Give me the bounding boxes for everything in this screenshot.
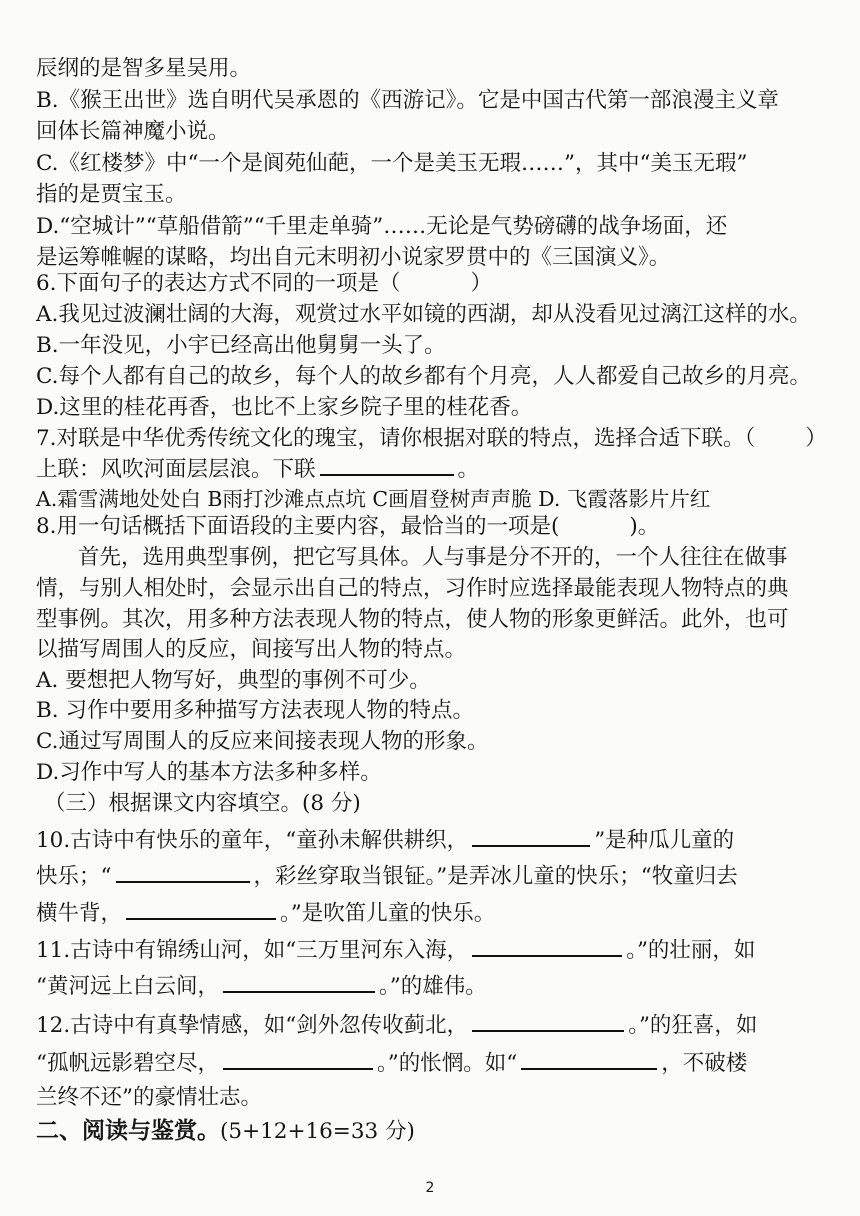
question-10-text: 横牛背，: [36, 901, 123, 926]
question-12-text: 。”的狂喜，如: [628, 1013, 758, 1038]
question-6: [36, 269, 830, 299]
answer-blank[interactable]: [126, 898, 276, 920]
question-6-option-d: D.这里的桂花再香，也比不上家乡院子里的桂花香。: [36, 395, 533, 420]
question-7-options: A.霜雪满地处处白 B雨打沙滩点点坑 C画眉登树声声脆 D. 飞霞落影片片红: [36, 487, 711, 511]
question-11-text: “黄河远上白云间，: [36, 974, 219, 999]
answer-blank[interactable]: [472, 1010, 624, 1032]
question-8-option-b: B. 习作中要用多种描写方法表现人物的特点。: [36, 698, 474, 723]
question-8: [36, 512, 830, 542]
question-11-text: 。”的壮丽，如: [626, 938, 756, 963]
section-3-heading: （三）根据课文内容填空。(8 分): [44, 791, 361, 816]
question-11: [36, 971, 830, 1002]
question-8-option-d: D.习作中写人的基本方法多种多样。: [36, 760, 382, 785]
answer-blank[interactable]: [472, 935, 622, 957]
passage-line: 以描写周围人的反应，间接写出人物的特点。: [36, 637, 467, 662]
answer-blank[interactable]: [116, 861, 250, 883]
question-12: 兰终不还”的豪情壮志。: [36, 1085, 262, 1110]
question-10-text: ，彩丝穿取当银钲。”是弄冰儿童的快乐；“牧童归去: [253, 864, 738, 889]
question-6-option-a: A.我见过波澜壮阔的大海，观赏过水平如镜的西湖，却从没看见过漓江这样的水。: [36, 302, 811, 327]
question-12-text: 12.古诗中有真挚情感，如“剑外忽传收蓟北，: [36, 1013, 469, 1038]
question-6-option-b: B.一年没见，小宇已经高出他舅舅一头了。: [36, 333, 446, 358]
question-7: [36, 424, 830, 454]
section-2-score: (5+12+16=33 分): [220, 1119, 415, 1144]
text-line: 辰纲的是智多星吴用。: [36, 56, 252, 81]
option-c: C.《红楼梦》中“一个是阆苑仙葩，一个是美玉无瑕……”，其中“美玉无瑕”: [36, 151, 748, 176]
passage-line: 情，与别人相处时，会显示出自己的特点，习作时应选择最能表现人物特点的典: [36, 576, 789, 601]
question-10-text: 快乐；“: [36, 864, 112, 889]
option-b: B.《猴王出世》选自明代吴承恩的《西游记》。它是中国古代第一部浪漫主义章: [36, 88, 779, 113]
page-number: 2: [425, 1180, 435, 1196]
section-2-heading: [36, 1116, 830, 1147]
question-11: [36, 935, 830, 966]
question-11-text: 。”的雄伟。: [379, 974, 487, 999]
answer-blank[interactable]: [320, 454, 454, 476]
question-10-text: 。”是吹笛儿童的快乐。: [280, 901, 496, 926]
answer-blank[interactable]: [472, 825, 590, 847]
question-10: [36, 861, 830, 892]
text-line: 回体长篇神魔小说。: [36, 119, 230, 144]
passage-line: 首先，选用典型事例，把它写具体。人与事是分不开的，一个人往往在做事: [78, 545, 788, 570]
question-8-paren: )。: [629, 514, 660, 539]
question-10: [36, 825, 830, 856]
question-7-text: 7.对联是中华优秀传统文化的瑰宝，请你根据对联的特点，选择合适下联。（: [36, 426, 756, 451]
question-12-text: 。”的怅惘。如“: [377, 1051, 518, 1076]
question-11-text: 11.古诗中有锦绣山河，如“三万里河东入海，: [36, 938, 469, 963]
question-12: [36, 1010, 830, 1041]
question-8-option-c: C.通过写周围人的反应来间接表现人物的形象。: [36, 729, 489, 754]
question-8-option-a: A. 要想把人物写好，典型的事例不可少。: [36, 668, 431, 693]
passage-line: 型事例。其次，用多种方法表现人物的特点，使人物的形象更鲜活。此外，也可: [36, 607, 789, 632]
question-7-couplet: [36, 454, 830, 485]
section-2-title: 二、阅读与鉴赏。: [36, 1118, 220, 1144]
question-12-text: ，不破楼: [661, 1051, 748, 1076]
question-10-text: ”是种瓜儿童的: [594, 828, 735, 853]
text-line: 是运筹帷幄的谋略，均出自元末明初小说家罗贯中的《三国演义》。: [36, 245, 671, 270]
question-7-paren: ）: [805, 426, 827, 451]
question-6-option-c: C.每个人都有自己的故乡，每个人的故乡都有个月亮，人人都爱自己故乡的月亮。: [36, 364, 812, 389]
option-d: D.“空城计”“草船借箭”“千里走单骑”……无论是气势磅礴的战争场面，还: [36, 214, 728, 239]
question-12: [36, 1048, 830, 1079]
answer-blank[interactable]: [521, 1048, 657, 1070]
answer-blank[interactable]: [223, 1048, 373, 1070]
couplet-upper: 上联：风吹河面层层浪。下联: [36, 457, 316, 482]
answer-blank[interactable]: [223, 971, 375, 993]
question-10: [36, 898, 830, 929]
question-10-text: 10.古诗中有快乐的童年，“童孙未解供耕织，: [36, 828, 469, 853]
question-8-text: 8.用一句话概括下面语段的主要内容，最恰当的一项是(: [36, 514, 560, 539]
question-12-text: “孤帆远影碧空尽，: [36, 1051, 219, 1076]
question-6-text: 6.下面句子的表达方式不同的一项是（: [36, 271, 401, 296]
question-6-paren: ）: [470, 271, 493, 296]
couplet-end: 。: [457, 457, 480, 482]
text-line: 指的是贾宝玉。: [36, 182, 187, 207]
